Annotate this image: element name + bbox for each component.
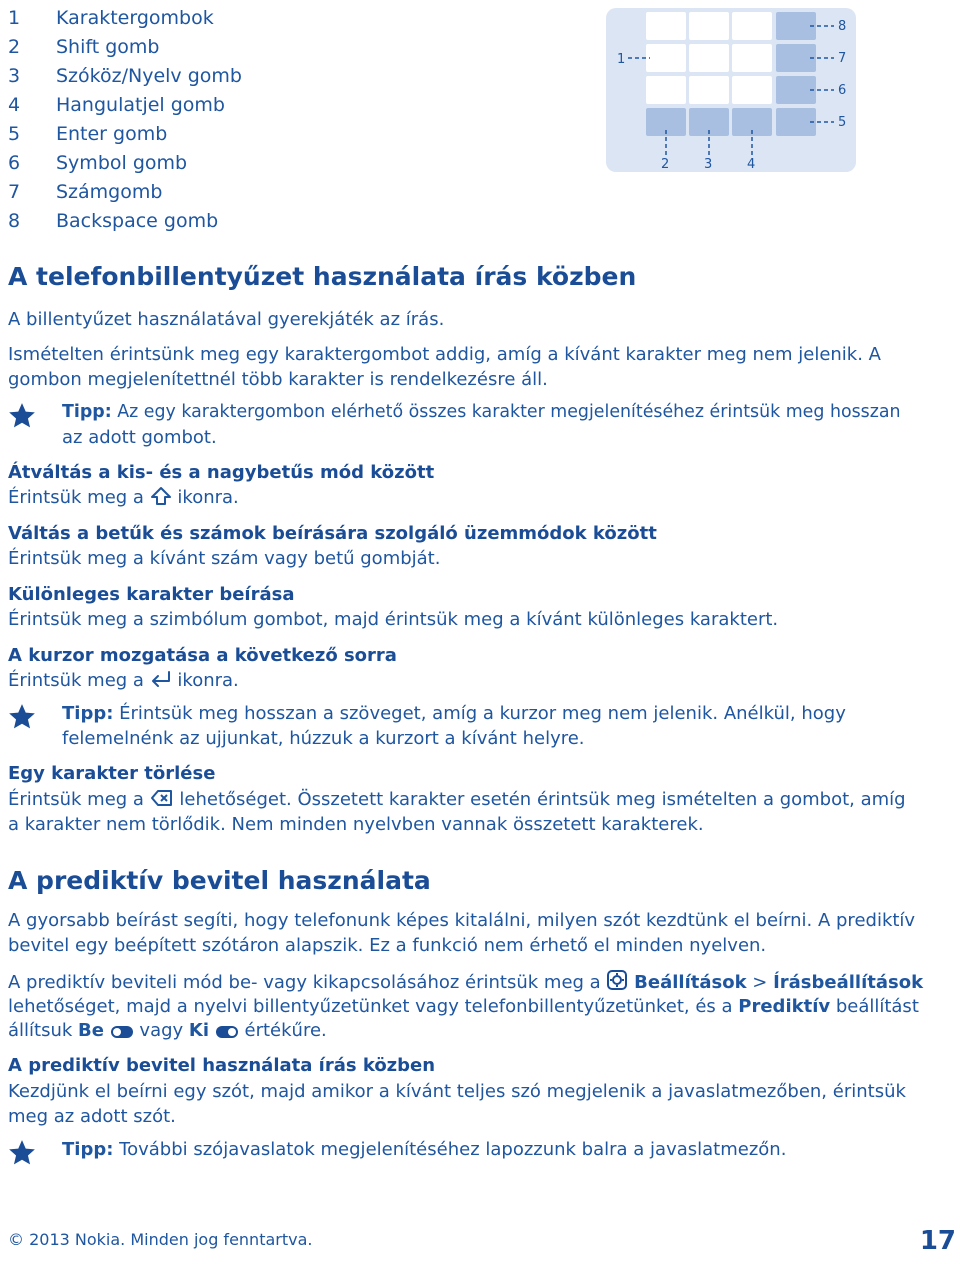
- paragraph-line: A prediktív beviteli mód be- vagy kikapcsolásához érintsük meg a Beállítások > Írásbeállítások: [8, 969, 923, 995]
- paragraph: Érintsük meg a szimbólum gombot, majd érintsük meg a kívánt különleges karaktert.: [8, 609, 779, 630]
- toggle-on-icon: [110, 1025, 134, 1039]
- subheading: Különleges karakter beírása: [8, 584, 295, 605]
- copyright: © 2013 Nokia. Minden jog fenntartva.: [8, 1230, 313, 1249]
- shift-icon: [150, 486, 172, 506]
- callout-label: 4: [747, 157, 756, 172]
- tip-text: Tipp: Az egy karaktergombon elérhető összes karakter megjelenítéséhez érintsük meg hosszan: [62, 402, 901, 422]
- callout-label: 8: [838, 19, 847, 34]
- legend-item: 4 Hangulatjel gomb: [8, 94, 225, 116]
- tip-text: Tipp: További szójavaslatok megjelenítéséhez lapozzunk balra a javaslatmezőn.: [62, 1139, 787, 1160]
- subheading: A kurzor mozgatása a következő sorra: [8, 645, 397, 666]
- subheading: Váltás a betűk és számok beírására szolgáló üzemmódok között: [8, 523, 657, 544]
- legend-item: 2 Shift gomb: [8, 36, 160, 58]
- paragraph-line: meg az adott szót.: [8, 1106, 176, 1127]
- subheading: Átváltás a kis- és a nagybetűs mód között: [8, 462, 435, 483]
- paragraph-line: Ismételten érintsünk meg egy karaktergombot addig, amíg a kívánt karakter meg nem jelenik. A: [8, 344, 881, 365]
- paragraph-line: gombon megjelenítettnél több karakter is rendelkezésre áll.: [8, 369, 548, 390]
- subheading: Egy karakter törlése: [8, 763, 216, 784]
- paragraph-line: a karakter nem törlődik. Nem minden nyelvben vannak összetett karakterek.: [8, 814, 704, 835]
- legend-item: 7 Számgomb: [8, 181, 163, 203]
- paragraph-line: bevitel egy beépített szótáron alapszik. Ez a funkció nem érhető el minden nyelven.: [8, 935, 767, 956]
- callout-label: 7: [838, 51, 847, 66]
- character-keys: [646, 12, 772, 104]
- star-icon: [8, 1139, 36, 1167]
- legend-item: 6 Symbol gomb: [8, 152, 188, 174]
- callout-label: 5: [838, 115, 847, 130]
- callout-label: 6: [838, 83, 847, 98]
- keyboard-diagram: [604, 6, 860, 174]
- paragraph-line: Kezdjünk el beírni egy szót, majd amikor a kívánt teljes szó megjelenik a javaslatmezőben, érintsük: [8, 1081, 906, 1102]
- section-title: A telefonbillentyűzet használata írás közben: [8, 262, 637, 291]
- legend-item: 8 Backspace gomb: [8, 210, 219, 232]
- paragraph-line: lehetőséget, majd a nyelvi billentyűzetünket vagy telefonbillentyűzetünket, és a Prediktív beállítást: [8, 996, 919, 1017]
- paragraph: Érintsük meg a lehetőséget. Összetett karakter esetén érintsük meg ismételten a gombot, amíg: [8, 789, 906, 810]
- section-title: A prediktív bevitel használata: [8, 866, 431, 895]
- toggle-off-icon: [215, 1025, 239, 1039]
- callout-label: 1: [617, 52, 626, 67]
- legend-item: 3 Szóköz/Nyelv gomb: [8, 65, 242, 87]
- star-icon: [8, 703, 36, 731]
- gear-icon: [606, 969, 628, 991]
- tip-text: Tipp: Érintsük meg hosszan a szöveget, amíg a kurzor meg nem jelenik. Anélkül, hogy: [62, 703, 846, 724]
- enter-icon: [150, 669, 172, 689]
- tip-text: az adott gombot.: [62, 427, 217, 448]
- backspace-icon: [150, 788, 174, 808]
- star-icon: [8, 402, 36, 430]
- callout-label: 3: [704, 157, 713, 172]
- tip-text: felemelnénk az ujjunkat, húzzuk a kurzort a kívánt helyre.: [62, 728, 585, 749]
- paragraph: Érintsük meg a ikonra.: [8, 487, 239, 508]
- legend-item: 5 Enter gomb: [8, 123, 168, 145]
- subheading: A prediktív bevitel használata írás közben: [8, 1055, 436, 1076]
- legend-item: 1 Karaktergombok: [8, 7, 214, 29]
- paragraph: Érintsük meg a ikonra.: [8, 670, 239, 691]
- page-number: 17: [919, 1226, 956, 1256]
- paragraph: Érintsük meg a kívánt szám vagy betű gombját.: [8, 548, 441, 569]
- paragraph-line: A gyorsabb beírást segíti, hogy telefonunk képes kitalálni, milyen szót kezdtünk el beírni. A prediktív: [8, 910, 916, 931]
- paragraph: A billentyűzet használatával gyerekjáték az írás.: [8, 309, 445, 330]
- callout-label: 2: [661, 157, 670, 172]
- paragraph-line: állítsuk Be vagy Ki értékűre.: [8, 1020, 327, 1041]
